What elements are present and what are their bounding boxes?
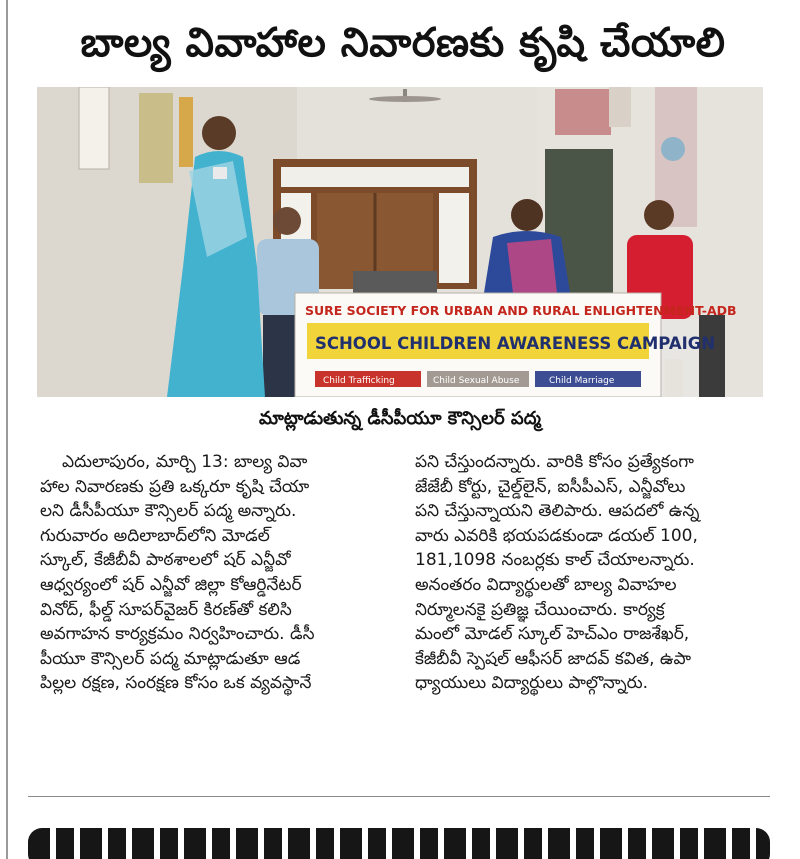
photo-caption: మాట్లాడుతున్న డీసీపీయూ కౌన్సిలర్ పద్మ	[259, 408, 541, 429]
column-rule	[6, 0, 8, 859]
article-body	[40, 450, 770, 780]
banner-tag-2: Child Sexual Abuse	[433, 376, 520, 386]
banner-tag-1: Child Trafficking	[323, 376, 395, 386]
news-photo	[37, 87, 763, 397]
article-headline: బాల్య వివాహాల నివారణకు కృషి చేయాలి	[80, 20, 726, 66]
article-column-left: ఎదులాపురం, మార్చి 13: బాల్య వివా హాల నివారణకు ప్రతి ఒక్కరూ కృషి చేయా లని డీసీపీయూ కౌన్సిలర్ పద్మ అన్నారు. గురువారం అదిలాబాద్‌లోని మోడల్ స్కూల్, కేజీబీవీ పాఠశాలలో షర్ ఎన్జీవో ఆధ్వర్యంలో షర్ ఎన్జీవో జిల్లా కోఆర్డినేటర్ వినోద్, ఫీల్డ్ సూపర్‌వైజర్ కిరణ్‌తో కలిసి అవగాహన కార్యక్రమం నిర్వహించారు. డీసీ పీయూ కౌన్సిలర్ పద్మ మాట్లాడుతూ ఆడ పిల్లల రక్షణ, సంరక్షణ కోసం ఒక వ్యవస్థానే	[40, 452, 315, 694]
banner-title: SCHOOL CHILDREN AWARENESS CAMPAIGN	[315, 334, 716, 353]
next-article-headline-cropped	[28, 822, 778, 859]
article-column-right: పని చేస్తుందన్నారు. వారికి కోసం ప్రత్యేకంగా జేజేబీ కోర్టు, చైల్డ్‌లైన్, ఐసీపీఎస్, ఎన్జీవోలు పని చేస్తున్నాయని తెలిపారు. ఆపదలో ఉన్న వారు ఎవరికి భయపడకుండా డయల్ 100, 181,1098 నంబర్లకు కాల్ చేయాలన్నారు. అనంతరం విద్యార్థులతో బాల్య వివాహల నిర్మూలనకై ప్రతిజ్ఞ చేయించారు. కార్యక్ర మంలో మోడల్ స్కూల్ హెచ్‌ఎం రాజశేఖర్, కేజీబీవీ స్పెషల్ ఆఫీసర్ జాదవ్ కవిత, ఉపా ధ్యాయులు విద్యార్థులు పాల్గొన్నారు.	[415, 452, 700, 694]
article-divider	[28, 796, 770, 797]
banner-org: SURE SOCIETY FOR URBAN AND RURAL ENLIGHTENMENT-ADB	[305, 303, 737, 318]
banner-tag-3: Child Marriage	[549, 376, 615, 386]
